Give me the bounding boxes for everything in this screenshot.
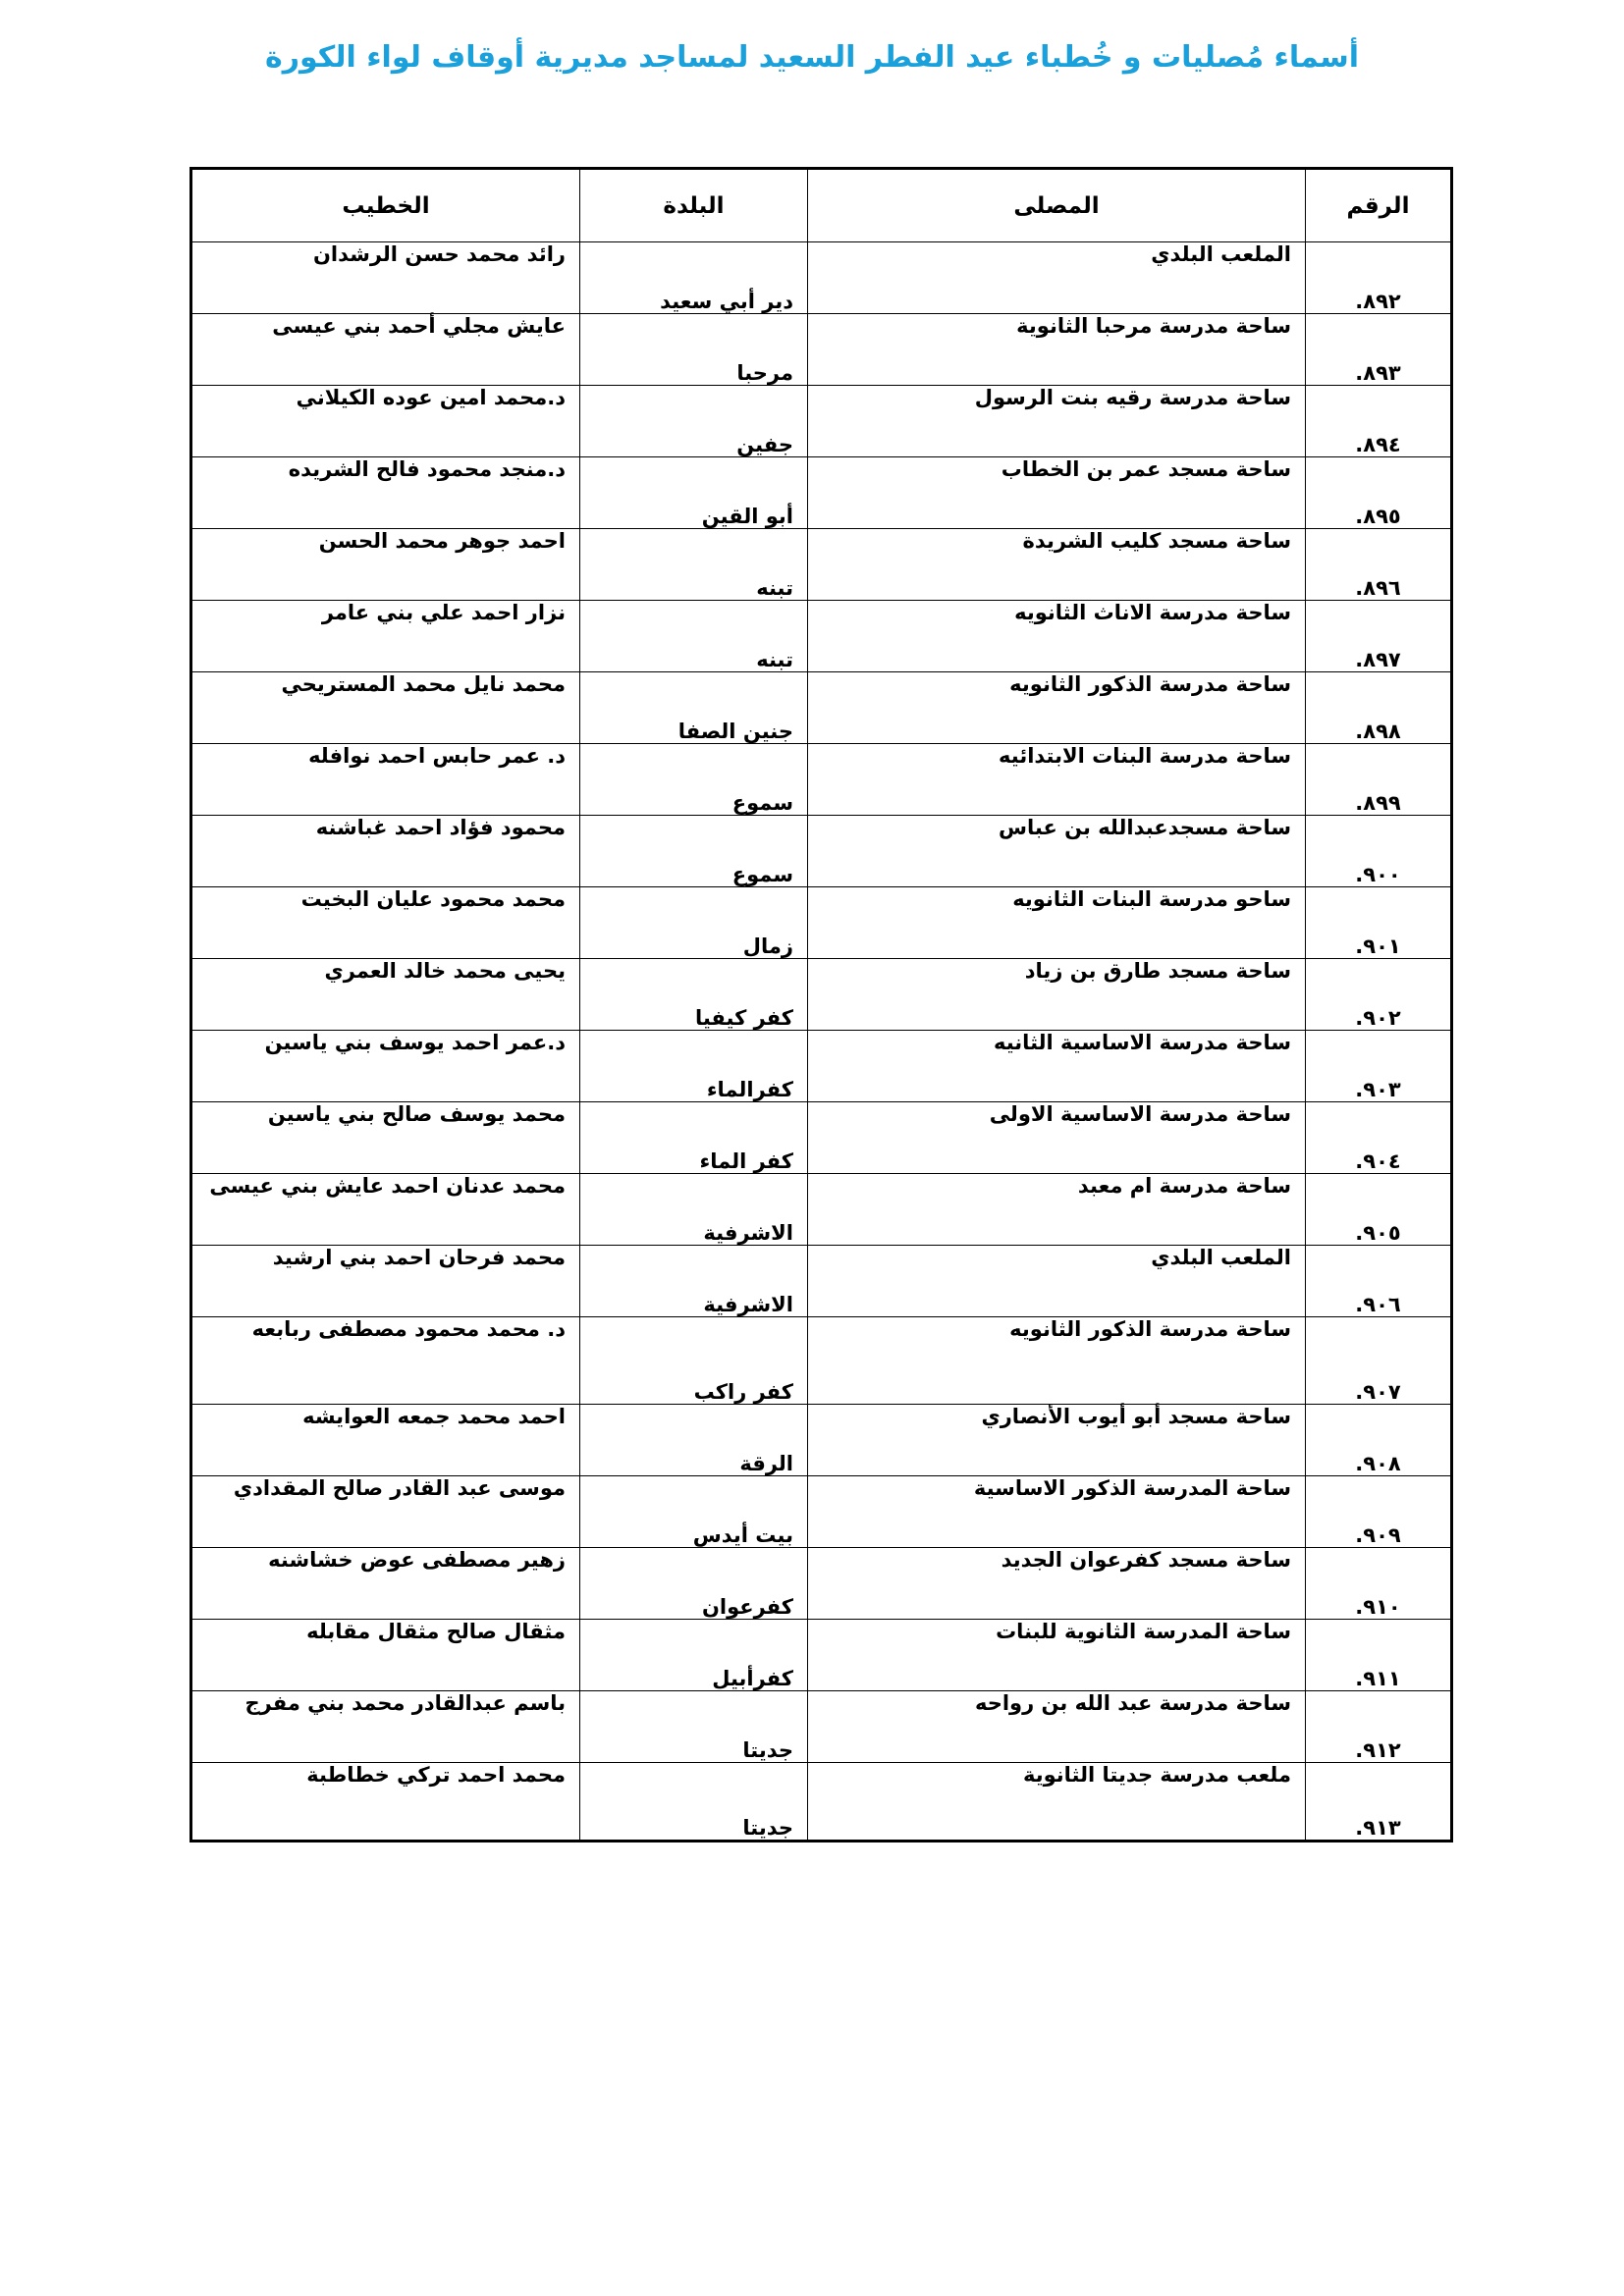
row-number: ٩٠٦. [1306, 1246, 1452, 1317]
row-venue: ساحة مدرسة الذكور الثانويه [808, 672, 1306, 744]
table-row [191, 386, 1452, 457]
row-town: تبنه [580, 601, 808, 672]
table-row [191, 1476, 1452, 1548]
row-preacher: محمد احمد تركي خطاطبة [191, 1763, 580, 1842]
row-preacher: احمد محمد جمعه العوايشه [191, 1405, 580, 1476]
row-town: كفر الماء [580, 1102, 808, 1174]
row-preacher: يحيى محمد خالد العمري [191, 959, 580, 1031]
row-number: ٩١١. [1306, 1620, 1452, 1691]
row-number: ٨٩٩. [1306, 744, 1452, 816]
row-number: ٩٠٤. [1306, 1102, 1452, 1174]
row-number: ٨٩٨. [1306, 672, 1452, 744]
table-row [191, 1691, 1452, 1763]
row-number: ٩٠٥. [1306, 1174, 1452, 1246]
table-row [191, 529, 1452, 601]
table-row [191, 744, 1452, 816]
row-venue: ساحة المدرسة الذكور الاساسية [808, 1476, 1306, 1548]
row-preacher: د. محمد محمود مصطفى ربابعه [191, 1317, 580, 1405]
table-row [191, 242, 1452, 314]
row-town: كفرأبيل [580, 1620, 808, 1691]
table-row [191, 1620, 1452, 1691]
row-venue: ساحة مسجدعبدالله بن عباس [808, 816, 1306, 887]
header-town: البلدة [580, 169, 808, 242]
row-preacher: عايش مجلي أحمد بني عيسى [191, 314, 580, 386]
row-venue: ملعب مدرسة جديتا الثانوية [808, 1763, 1306, 1842]
row-town: كفر كيفيا [580, 959, 808, 1031]
row-town: بيت أيدس [580, 1476, 808, 1548]
row-venue: ساحة مدرسة عبد الله بن رواحه [808, 1691, 1306, 1763]
row-town: كفرعوان [580, 1548, 808, 1620]
row-preacher: محمد عدنان احمد عايش بني عيسى [191, 1174, 580, 1246]
table-row [191, 314, 1452, 386]
row-venue: ساحة مدرسة الذكور الثانويه [808, 1317, 1306, 1405]
row-number: ٨٩٥. [1306, 457, 1452, 529]
row-number: ٩٠٠. [1306, 816, 1452, 887]
row-preacher: محمد نايل محمد المستريحي [191, 672, 580, 744]
table-row [191, 887, 1452, 959]
table-row [191, 959, 1452, 1031]
row-venue: ساحة المدرسة الثانوية للبنات [808, 1620, 1306, 1691]
row-venue: ساحة مسجد عمر بن الخطاب [808, 457, 1306, 529]
row-number: ٩٠١. [1306, 887, 1452, 959]
row-town: جديتا [580, 1763, 808, 1842]
row-preacher: زهير مصطفى عوض خشاشنه [191, 1548, 580, 1620]
row-venue: ساحة مدرسة ام معبد [808, 1174, 1306, 1246]
table-row [191, 1548, 1452, 1620]
row-venue: ساحة مدرسة البنات الابتدائيه [808, 744, 1306, 816]
row-town: مرحبا [580, 314, 808, 386]
row-town: جديتا [580, 1691, 808, 1763]
row-venue: ساحو مدرسة البنات الثانويه [808, 887, 1306, 959]
table-row [191, 1246, 1452, 1317]
row-town: كفر راكب [580, 1317, 808, 1405]
row-venue: ساحة مسجد طارق بن زياد [808, 959, 1306, 1031]
row-preacher: د.محمد امين عوده الكيلاني [191, 386, 580, 457]
row-town: أبو القين [580, 457, 808, 529]
row-town: الرقة [580, 1405, 808, 1476]
row-preacher: محمود فؤاد احمد غباشنه [191, 816, 580, 887]
row-number: ٨٩٣. [1306, 314, 1452, 386]
row-venue: ساحة مدرسة مرحبا الثانوية [808, 314, 1306, 386]
row-venue: ساحة مدرسة الاناث الثانويه [808, 601, 1306, 672]
row-number: ٩٠٢. [1306, 959, 1452, 1031]
row-town: جنين الصفا [580, 672, 808, 744]
row-town: سموع [580, 744, 808, 816]
row-town: كفرالماء [580, 1031, 808, 1102]
row-town: دير أبي سعيد [580, 242, 808, 314]
row-number: ٨٩٦. [1306, 529, 1452, 601]
table-row [191, 457, 1452, 529]
table-row [191, 1102, 1452, 1174]
row-venue: ساحة مسجد كليب الشريدة [808, 529, 1306, 601]
header-venue: المصلى [808, 169, 1306, 242]
row-venue: ساحة مسجد أبو أيوب الأنصاري [808, 1405, 1306, 1476]
row-town: زمال [580, 887, 808, 959]
row-number: ٩١٢. [1306, 1691, 1452, 1763]
row-number: ٩١٠. [1306, 1548, 1452, 1620]
row-venue: الملعب البلدي [808, 242, 1306, 314]
row-preacher: محمد يوسف صالح بني ياسين [191, 1102, 580, 1174]
row-venue: ساحة مدرسة الاساسية الاولى [808, 1102, 1306, 1174]
table-row [191, 672, 1452, 744]
row-venue: ساحة مدرسة رقيه بنت الرسول [808, 386, 1306, 457]
row-preacher: نزار احمد علي بني عامر [191, 601, 580, 672]
row-venue: الملعب البلدي [808, 1246, 1306, 1317]
table-row [191, 1031, 1452, 1102]
table-row [191, 816, 1452, 887]
row-preacher: رائد محمد حسن الرشدان [191, 242, 580, 314]
row-town: سموع [580, 816, 808, 887]
header-number: الرقم [1306, 169, 1452, 242]
row-venue: ساحة مدرسة الاساسية الثانيه [808, 1031, 1306, 1102]
table-header-row [191, 169, 1452, 242]
mosques-preachers-table [189, 167, 1453, 1842]
header-preacher: الخطيب [191, 169, 580, 242]
row-town: تبنه [580, 529, 808, 601]
row-town: جفين [580, 386, 808, 457]
page-title: أسماء مُصليات و خُطباء عيد الفطر السعيد لمساجد مديرية أوقاف لواء الكورة [264, 40, 1359, 75]
row-preacher: موسى عبد القادر صالح المقدادي [191, 1476, 580, 1548]
row-preacher: د. عمر حابس احمد نوافله [191, 744, 580, 816]
row-preacher: باسم عبدالقادر محمد بني مفرج [191, 1691, 580, 1763]
row-number: ٩١٣. [1306, 1763, 1452, 1842]
row-preacher: د.عمر احمد يوسف بني ياسين [191, 1031, 580, 1102]
table-container [189, 167, 1450, 1842]
table-row [191, 601, 1452, 672]
row-number: ٩٠٨. [1306, 1405, 1452, 1476]
row-number: ٨٩٢. [1306, 242, 1452, 314]
row-number: ٨٩٤. [1306, 386, 1452, 457]
row-venue: ساحة مسجد كفرعوان الجديد [808, 1548, 1306, 1620]
row-number: ٩٠٧. [1306, 1317, 1452, 1405]
row-preacher: محمد محمود عليان البخيت [191, 887, 580, 959]
row-number: ٩٠٩. [1306, 1476, 1452, 1548]
table-row [191, 1174, 1452, 1246]
table-row [191, 1405, 1452, 1476]
table-row [191, 1763, 1452, 1842]
row-number: ٩٠٣. [1306, 1031, 1452, 1102]
row-number: ٨٩٧. [1306, 601, 1452, 672]
table-row [191, 1317, 1452, 1405]
row-preacher: احمد جوهر محمد الحسن [191, 529, 580, 601]
row-preacher: مثقال صالح مثقال مقابله [191, 1620, 580, 1691]
row-preacher: محمد فرحان احمد بني ارشيد [191, 1246, 580, 1317]
row-town: الاشرفية [580, 1246, 808, 1317]
row-preacher: د.منجد محمود فالح الشريده [191, 457, 580, 529]
row-town: الاشرفية [580, 1174, 808, 1246]
